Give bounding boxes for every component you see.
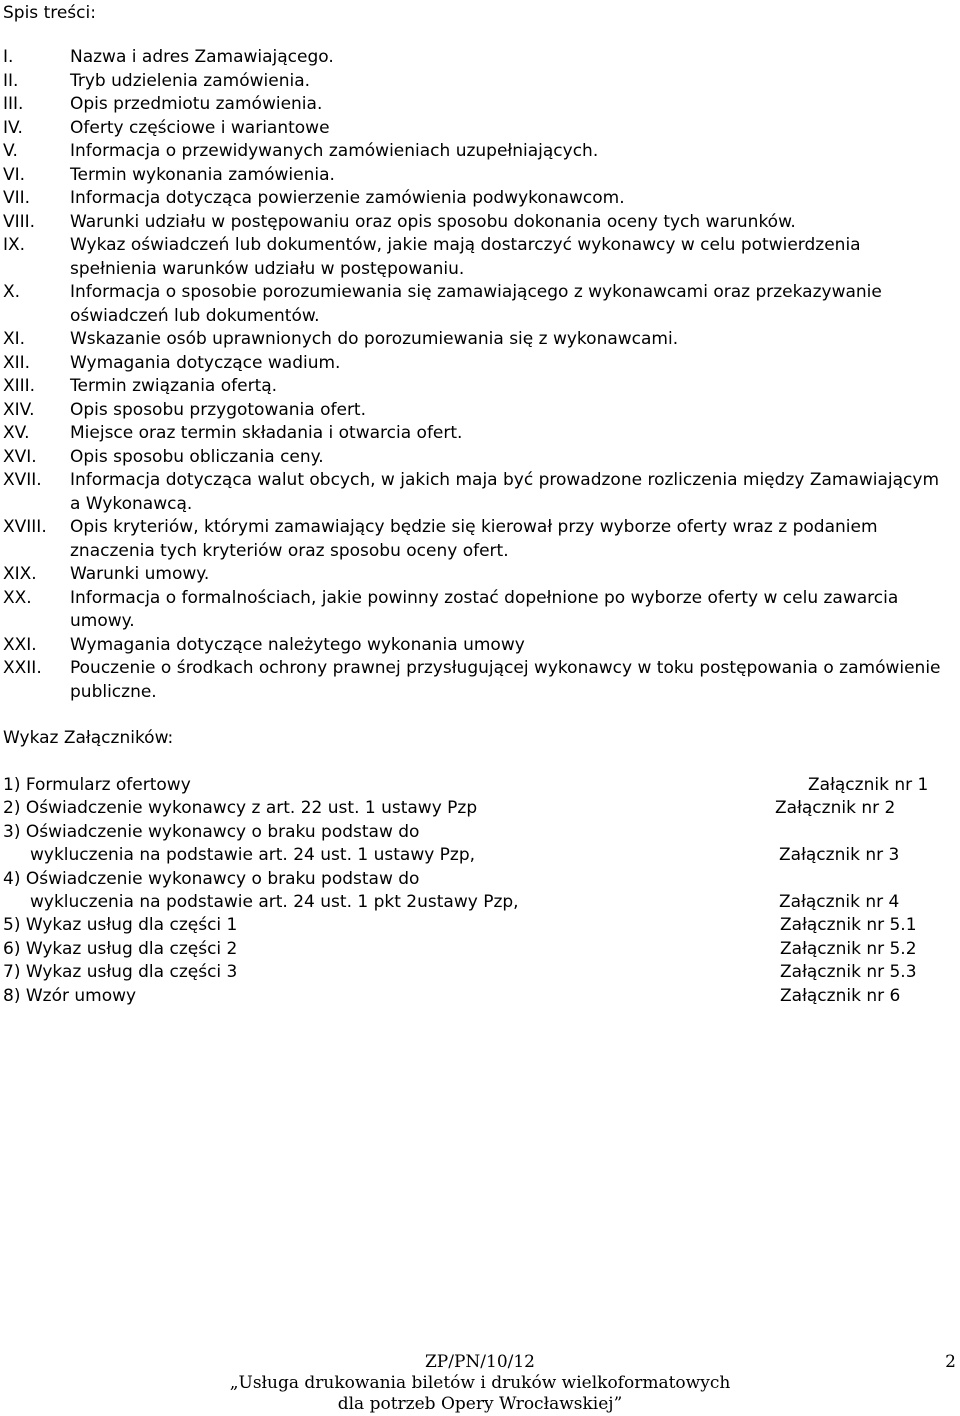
toc-item-number: XIV.: [3, 399, 35, 420]
toc-item: [3, 469, 955, 516]
attachment-description: 4) Oświadczenie wykonawcy o braku podstaw do: [3, 868, 420, 889]
toc-item-number: XIII.: [3, 376, 36, 396]
toc-item-number: IX.: [3, 235, 26, 255]
toc-item-text: Opis sposobu przygotowania ofert.: [70, 399, 366, 420]
attachment-reference: Załącznik nr 2: [775, 798, 896, 819]
attachment-description-cont: wykluczenia na podstawie art. 24 ust. 1 ustawy Pzp,: [30, 845, 476, 866]
toc-item-number: VII.: [3, 188, 31, 208]
toc-item-number: XVI.: [3, 446, 37, 467]
attachment-reference: Załącznik nr 3: [779, 845, 900, 866]
toc-item: [3, 211, 955, 235]
toc-item: [3, 446, 955, 470]
toc-item: [3, 516, 955, 563]
attachment-item: [3, 938, 955, 961]
toc-item-text: Opis sposobu obliczania ceny.: [70, 446, 324, 467]
attachment-reference: Załącznik nr 1: [808, 775, 929, 795]
toc-item-text: Informacja o sposobie porozumiewania się zamawiającego z wykonawcami oraz przekazywanie oświadczeń lub dokumentów.: [70, 282, 882, 326]
attachment-item: [3, 821, 955, 868]
toc-item-text: Informacja o przewidywanych zamówieniach uzupełniających.: [70, 141, 599, 161]
toc-item: [3, 234, 955, 281]
toc-item-text: Informacja dotycząca powierzenie zamówienia podwykonawcom.: [70, 188, 625, 208]
attachment-item: [3, 985, 955, 1008]
attachment-item: [3, 868, 955, 915]
attachments-title: Wykaz Załączników:: [3, 728, 174, 748]
toc-item-number: XVII.: [3, 470, 42, 490]
toc-item-number: XX.: [3, 587, 32, 608]
toc-item-text: Miejsce oraz termin składania i otwarcia ofert.: [70, 423, 463, 443]
toc-item: [3, 657, 955, 704]
toc-item-text: Termin związania ofertą.: [70, 376, 278, 396]
toc-item-text: Oferty częściowe i wariantowe: [70, 117, 330, 138]
toc-item-text: Wymagania dotyczące należytego wykonania umowy: [70, 634, 525, 655]
attachment-item: [3, 961, 955, 984]
page-number: 2: [945, 1352, 956, 1372]
toc-title: Spis treści:: [3, 3, 96, 23]
toc-item-text: Termin wykonania zamówienia.: [70, 164, 335, 185]
toc-item-number: XIX.: [3, 564, 37, 584]
attachment-item: [3, 774, 955, 797]
attachment-reference: Załącznik nr 6: [780, 985, 901, 1006]
toc-item-number: XXII.: [3, 658, 42, 678]
toc-item-number: XVIII.: [3, 517, 47, 537]
attachment-reference: Załącznik nr 4: [779, 891, 900, 912]
toc-item: [3, 140, 955, 164]
attachment-item: [3, 914, 955, 937]
toc-item-text: Opis kryteriów, którymi zamawiający będzie się kierował przy wyborze oferty wraz z podaniem znaczenia tych kryteriów oraz sposobu oceny ofert.: [70, 517, 878, 561]
toc-item: [3, 281, 955, 328]
toc-item: [3, 375, 955, 399]
toc-item: [3, 187, 955, 211]
toc-item: [3, 117, 955, 141]
toc-item-number: VIII.: [3, 211, 36, 232]
toc-item-text: Warunki udziału w postępowaniu oraz opis sposobu dokonania oceny tych warunków.: [70, 211, 796, 232]
toc-list: [3, 46, 955, 704]
attachment-reference: Załącznik nr 5.1: [780, 915, 917, 936]
toc-item-number: V.: [3, 141, 18, 161]
attachment-description: 7) Wykaz usług dla części 3: [3, 962, 238, 983]
toc-item-number: I.: [3, 47, 14, 67]
toc-item-text: Opis przedmiotu zamówienia.: [70, 94, 323, 114]
attachment-description: 2) Oświadczenie wykonawcy z art. 22 ust. 1 ustawy Pzp: [3, 798, 478, 819]
toc-item-text: Tryb udzielenia zamówienia.: [70, 70, 311, 91]
toc-item-number: III.: [3, 94, 24, 114]
toc-item: [3, 399, 955, 423]
toc-item: [3, 328, 955, 352]
attachment-reference: Załącznik nr 5.2: [780, 938, 917, 959]
attachments-list: [3, 774, 955, 1008]
toc-item-text: Nazwa i adres Zamawiającego.: [70, 47, 334, 67]
footer-line-1: „Usługa drukowania biletów i druków wielkoformatowych: [229, 1373, 731, 1393]
toc-item-number: II.: [3, 70, 19, 91]
toc-item: [3, 587, 955, 634]
footer-line-2: dla potrzeb Opery Wrocławskiej”: [337, 1394, 623, 1414]
attachment-reference: Załącznik nr 5.3: [780, 962, 917, 983]
toc-item-text: Warunki umowy.: [70, 564, 210, 584]
toc-item-number: IV.: [3, 117, 23, 138]
toc-item-number: X.: [3, 282, 21, 302]
toc-item-text: Pouczenie o środkach ochrony prawnej przysługującej wykonawcy w toku postępowania o zamówienie publiczne.: [70, 658, 941, 702]
toc-item-text: Informacja o formalnościach, jakie powinny zostać dopełnione po wyborze oferty w celu zawarcia umowy.: [70, 587, 899, 631]
toc-item: [3, 634, 955, 658]
toc-item: [3, 422, 955, 446]
attachment-item: [3, 797, 955, 820]
toc-item-text: Wykaz oświadczeń lub dokumentów, jakie mają dostarczyć wykonawcy w celu potwierdzenia spełnienia warunków udziału w postępowaniu.: [70, 235, 861, 279]
toc-item-number: XII.: [3, 352, 31, 373]
toc-item-text: Wymagania dotyczące wadium.: [70, 352, 341, 373]
toc-item-number: XV.: [3, 423, 30, 443]
toc-item-number: VI.: [3, 164, 26, 185]
toc-item: [3, 70, 955, 94]
toc-item-text: Informacja dotycząca walut obcych, w jakich maja być prowadzone rozliczenia między Zamawiającym a Wykonawcą.: [70, 470, 940, 514]
toc-item: [3, 563, 955, 587]
toc-item: [3, 46, 955, 70]
attachment-description: 3) Oświadczenie wykonawcy o braku podstaw do: [3, 821, 420, 842]
toc-item: [3, 164, 955, 188]
toc-item-number: XXI.: [3, 634, 37, 655]
attachment-description: 6) Wykaz usług dla części 2: [3, 938, 238, 959]
footer-code: ZP/PN/10/12: [424, 1352, 535, 1372]
attachment-description-cont: wykluczenia na podstawie art. 24 ust. 1 pkt 2ustawy Pzp,: [30, 891, 519, 912]
toc-item-text: Wskazanie osób uprawnionych do porozumiewania się z wykonawcami.: [70, 329, 679, 349]
attachment-description: 1) Formularz ofertowy: [3, 775, 191, 795]
page-footer: [0, 1352, 960, 1415]
attachment-description: 5) Wykaz usług dla części 1: [3, 915, 238, 936]
attachment-description: 8) Wzór umowy: [3, 985, 137, 1006]
toc-item: [3, 93, 955, 117]
toc-item-number: XI.: [3, 329, 26, 349]
toc-item: [3, 352, 955, 376]
